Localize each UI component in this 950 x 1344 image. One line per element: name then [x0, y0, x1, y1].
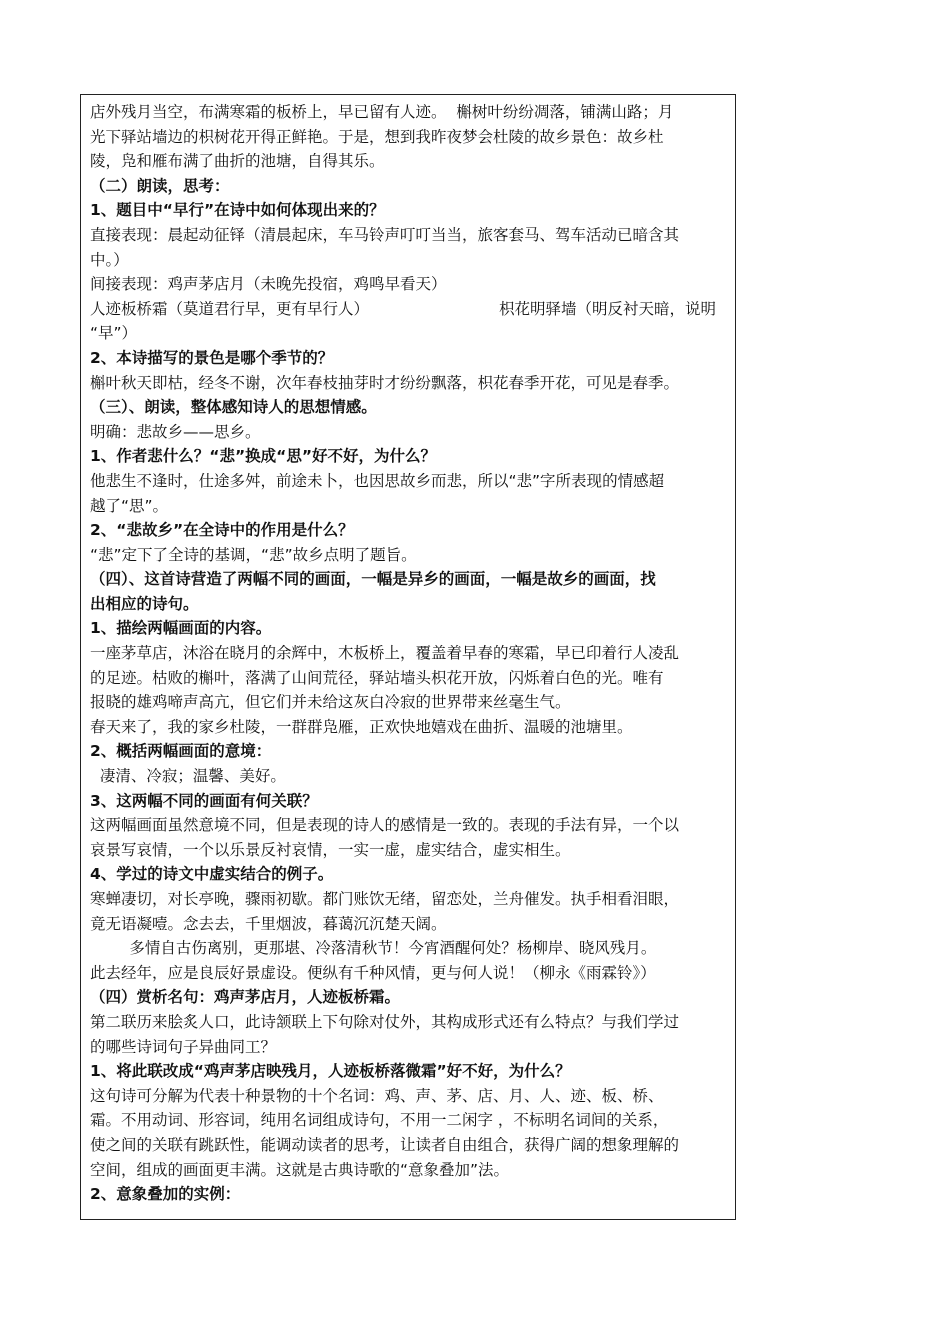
section-heading: 1、将此联改成“鸡声茅店映残月，人迹板桥落微霜”好不好，为什么？: [90, 1062, 571, 1081]
section-heading: 1、描绘两幅画面的内容。: [90, 619, 272, 638]
text-line: 明确：悲故乡——思乡。: [90, 422, 261, 441]
text-line: 槲叶秋天即枯，经冬不谢，次年春枝抽芽时才纷纷飘落，枳花春季开花，可见是春季。: [90, 373, 680, 392]
section-heading: 2、“悲故乡”在全诗中的作用是什么？: [90, 521, 354, 540]
section-heading: （四）、这首诗营造了两幅不同的画面，一幅是异乡的画面，一幅是故乡的画面，找: [90, 570, 656, 589]
text-line: 报晓的雄鸡啼声高亢，但它们并未给这灰白冷寂的世界带来丝毫生气。: [90, 693, 571, 712]
section-heading: 出相应的诗句。: [90, 594, 199, 613]
text-line: 哀景写哀情，一个以乐景反衬哀情，一实一虚，虚实结合，虚实相生。: [90, 840, 571, 859]
section-heading: 2、意象叠加的实例：: [90, 1185, 241, 1204]
section-heading: 2、本诗描写的景色是哪个季节的？: [90, 348, 334, 367]
text-line: 多情自古伤离别，更那堪、冷落清秋节！今宵酒醒何处？杨柳岸、晓风残月。: [90, 939, 657, 958]
text-line: 间接表现：鸡声茅店月（未晚先投宿，鸡鸣早看天）: [90, 275, 447, 294]
text-line: 这两幅画面虽然意境不同，但是表现的诗人的感情是一致的。表现的手法有异，一个以: [90, 816, 680, 835]
text-line-left: 人迹板桥霜（莫道君行早，更有早行人）: [90, 299, 370, 318]
text-line: 直接表现：晨起动征铎（清晨起床，车马铃声叮叮当当，旅客套马、驾车活动已暗含其: [90, 225, 680, 244]
text-line: 竟无语凝噎。念去去，千里烟波，暮蔼沉沉楚天阔。: [90, 914, 447, 933]
section-heading: （三）、朗读，整体感知诗人的思想情感。: [90, 398, 377, 417]
text-line: 空间，组成的画面更丰满。这就是古典诗歌的“意象叠加”法。: [90, 1160, 510, 1179]
text-line: 他悲生不逢时，仕途多舛，前途未卜，也因思故乡而悲，所以“悲”字所表现的情感超: [90, 471, 665, 490]
text-line: 霜。不用动词、形容词，纯用名词组成诗句，不用一二闲字 ，不标明名词间的关系，: [90, 1111, 669, 1130]
text-line: 凄清、冷寂；温馨、美好。: [90, 767, 286, 786]
text-line: 一座茅草店，沐浴在晓月的余辉中，木板桥上，覆盖着早春的寒霜，早已印着行人凌乱: [90, 644, 680, 663]
text-line: 此去经年，应是良辰好景虚设。便纵有千种风情，更与何人说！（柳永《雨霖铃》）: [90, 963, 656, 982]
text-line: 中。）: [90, 250, 129, 269]
text-line-right: 枳花明驿墙（明反衬天暗，说明: [498, 299, 716, 318]
text-line: 使之间的关联有跳跃性，能调动读者的思考，让读者自由组合，获得广阔的想象理解的: [90, 1135, 680, 1154]
section-heading: 1、题目中“早行”在诗中如何体现出来的？: [90, 201, 385, 220]
text-line: 的哪些诗词句子异曲同工？: [90, 1037, 277, 1056]
text-line: 店外残月当空，布满寒霜的板桥上，早已留有人迹。 槲树叶纷纷凋落，铺满山路；月: [90, 103, 674, 121]
text-line: [90, 297, 730, 322]
text-line: 春天来了，我的家乡杜陵，一群群凫雁，正欢快地嬉戏在曲折、温暖的池塘里。: [90, 717, 633, 736]
section-heading: 1、作者悲什么？“悲”换成“思”好不好，为什么？: [90, 447, 437, 466]
section-heading: （二）朗读，思考：: [90, 176, 230, 195]
text-line: 的足迹。枯败的槲叶，落满了山间荒径，驿站墙头枳花开放，闪烁着白色的光。唯有: [90, 668, 664, 687]
section-heading: 3、这两幅不同的画面有何关联？: [90, 791, 318, 810]
section-heading: （四）赏析名句：鸡声茅店月，人迹板桥霜。: [90, 988, 401, 1007]
section-heading: 4、学过的诗文中虚实结合的例子。: [90, 865, 334, 884]
text-line: 陵，凫和雁布满了曲折的池塘，自得其乐。: [90, 152, 385, 171]
text-line: 这句诗可分解为代表十种景物的十个名词：鸡、声、茅、店、月、人、迹、板、桥、: [90, 1086, 664, 1105]
text-line: 光下驿站墙边的枳树花开得正鲜艳。于是，想到我昨夜梦会杜陵的故乡景色：故乡杜: [90, 127, 664, 146]
text-line: “悲”定下了全诗的基调，“悲”故乡点明了题旨。: [90, 545, 417, 564]
text-line: 第二联历来脍炙人口，此诗颔联上下句除对仗外，其构成形式还有么特点？与我们学过: [90, 1012, 680, 1031]
text-line: 寒蝉凄切，对长亭晚，骤雨初歇。都门账饮无绪，留恋处，兰舟催发。执手相看泪眼，: [90, 890, 680, 908]
section-heading: 2、概括两幅画面的意境：: [90, 742, 272, 761]
text-line: “早”）: [90, 324, 138, 343]
document-body: [90, 100, 730, 1207]
text-line: 越了“思”。: [90, 496, 169, 515]
